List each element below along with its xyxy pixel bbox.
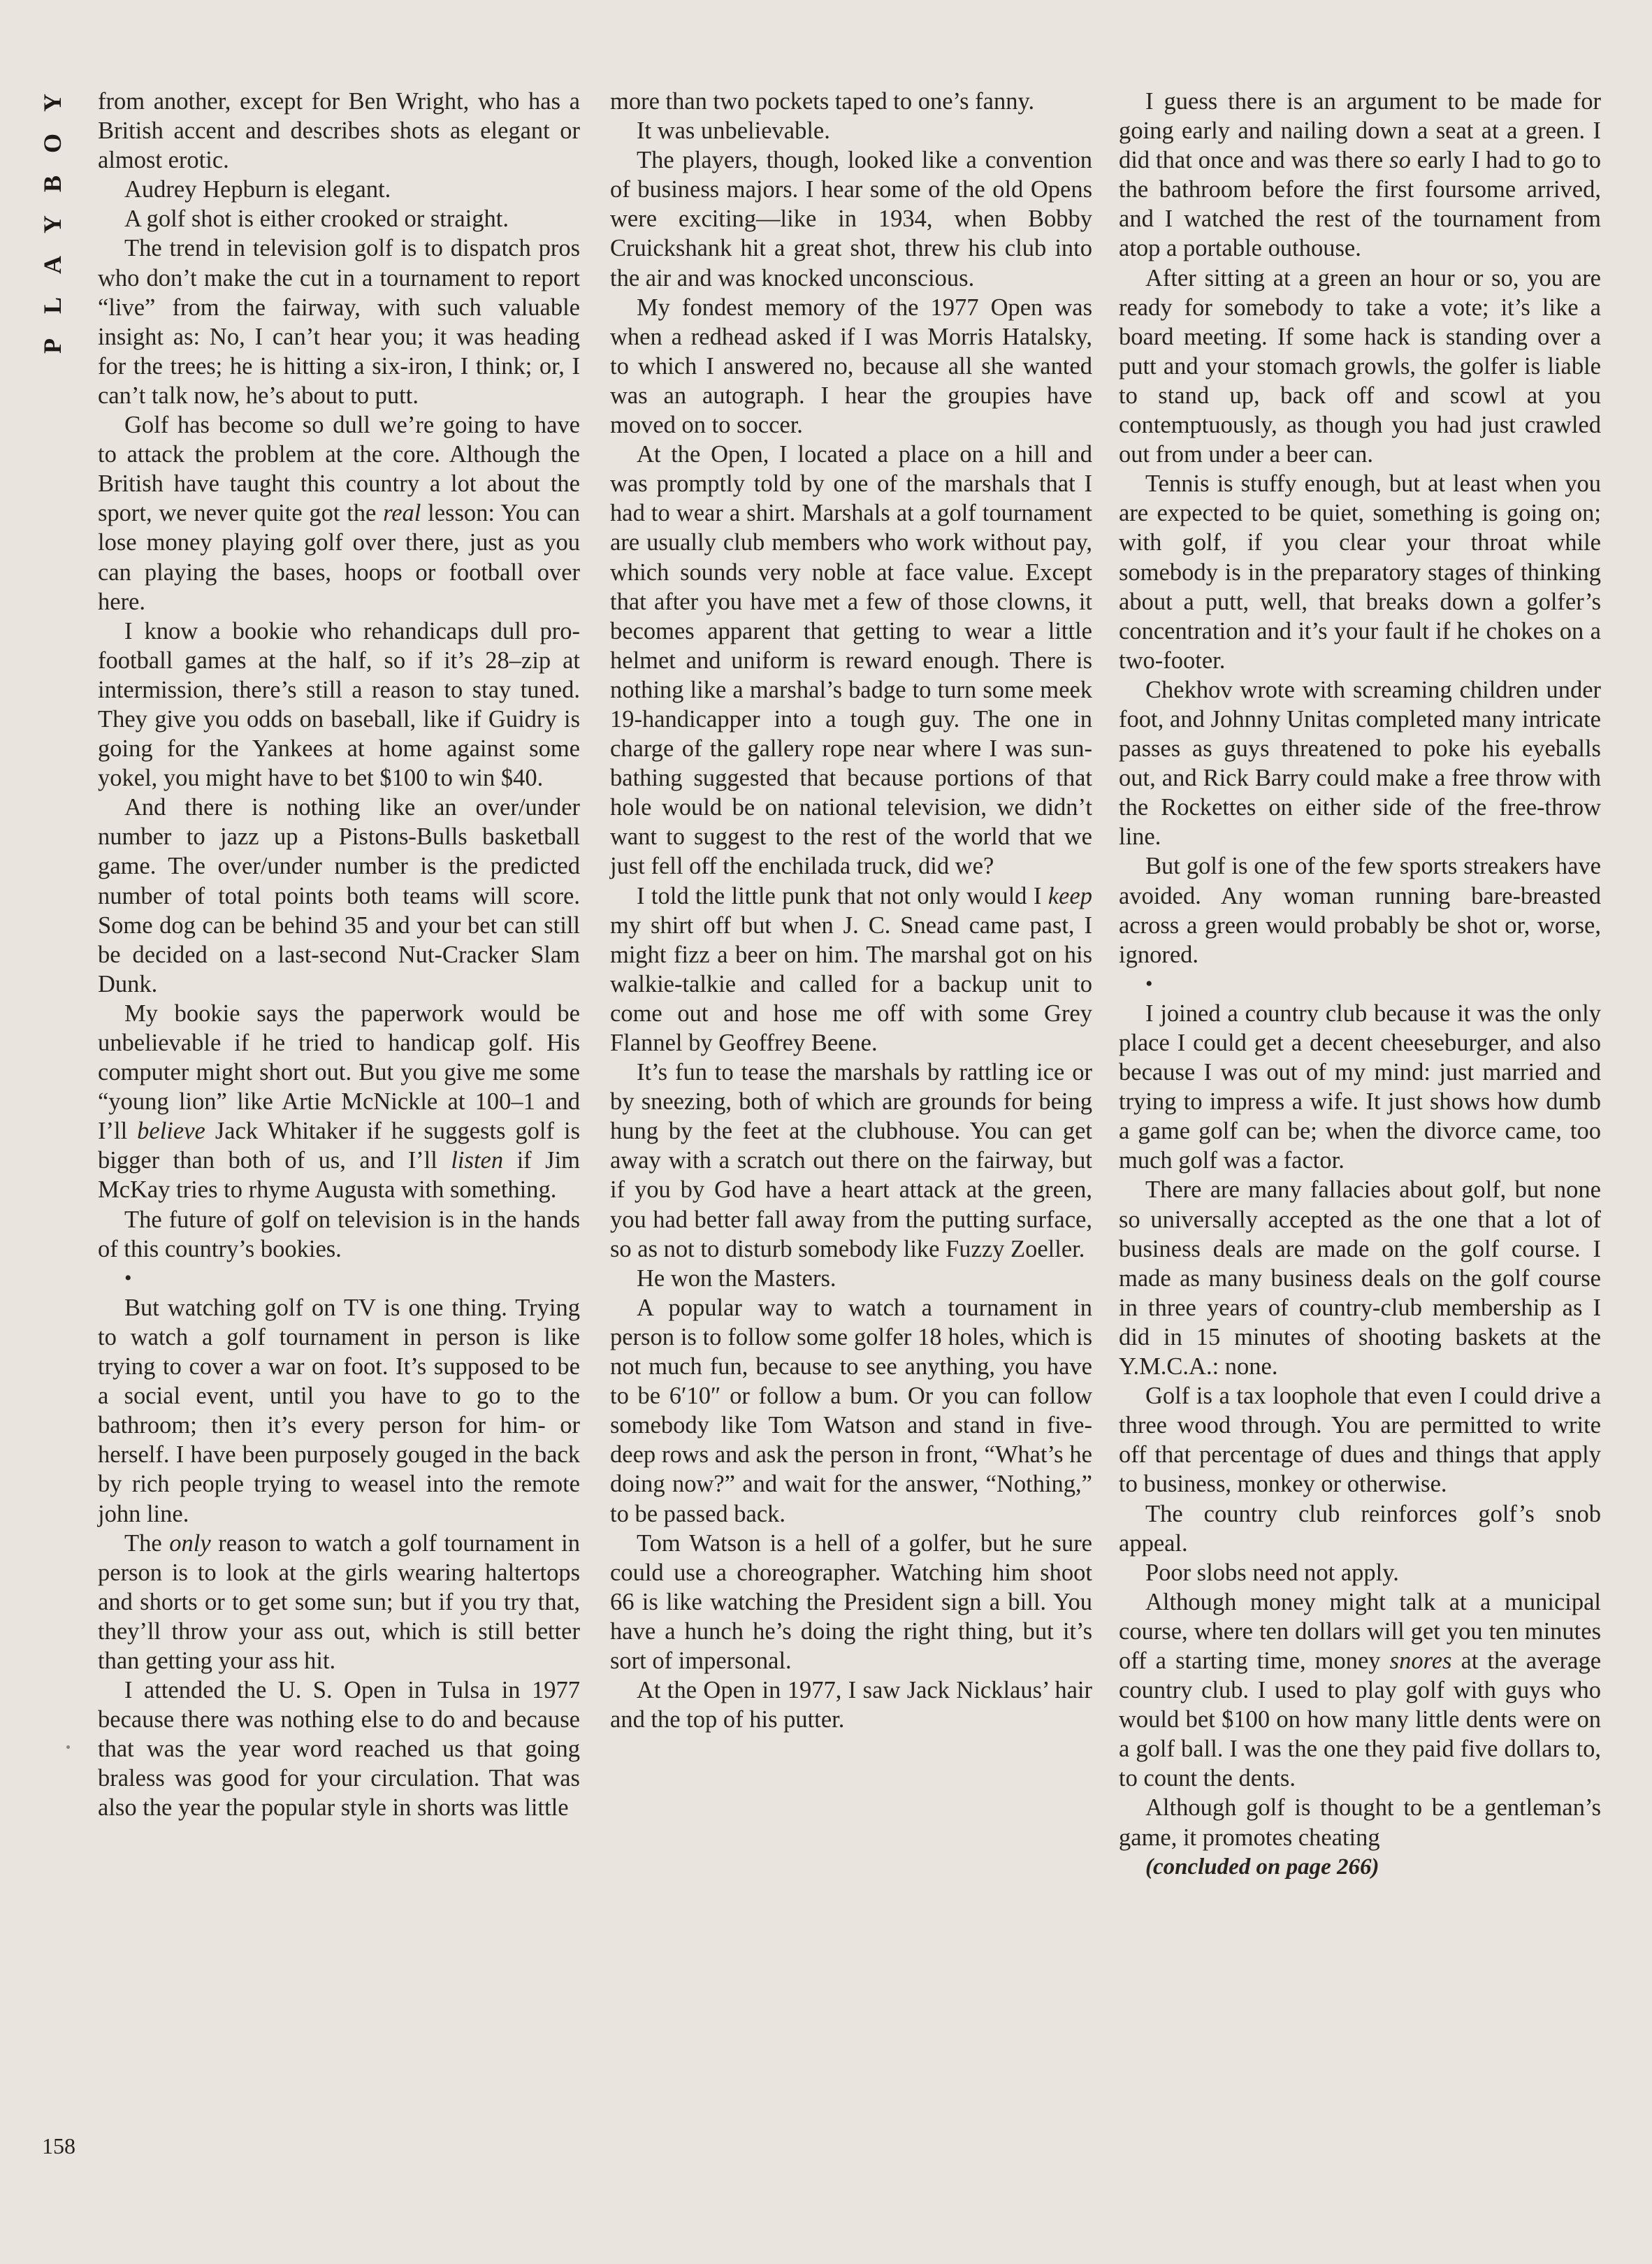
paragraph: There are many fallacies about golf, but none so universally accepted as the one that a lot of business deals are made on the golf course. I made as many business deals on the golf course in three years of country-club membership as I did in 15 minutes of shooting baskets at the Y.M.C.A.: none. [1119, 1176, 1601, 1380]
emphasis: snores [1389, 1647, 1452, 1674]
paragraph: At the Open in 1977, I saw Jack Nicklaus’ hair and the top of his putter. [610, 1677, 1092, 1733]
side-title-letter: P [38, 338, 66, 354]
text-run: Golf has become so dull we’re going to have to attack the problem at the core. Although the British have taught this country a lot about the sport, we never quite got the [98, 412, 580, 527]
paragraph: It’s fun to tease the marshals by rattling ice or by sneezing, both of which are grounds for being hung by the feet at the clubhouse. You can get away with a scratch out there on the fairway, but if you by God have a heart attack at the green, you had better fall away from the putting surface, so as not to disturb somebody like Fuzzy Zoeller. [610, 1059, 1092, 1262]
text-run: early I had to go to the bathroom before the first foursome arrived, and I watched the rest of the tournament from atop a portable outhouse. [1119, 147, 1602, 262]
paragraph: He won the Masters. [637, 1264, 836, 1292]
paragraph: Although golf is thought to be a gentleman’s game, it promotes cheating [1119, 1794, 1601, 1851]
side-title-letter: O [38, 133, 66, 154]
emphasis: real [383, 500, 421, 527]
paragraph: I joined a country club because it was the only place I could get a decent cheeseburger, and also because I was out of my mind: just married and trying to impress a wife. It just shows how dumb a game golf can be; when the divorce came, too much golf was a factor. [1119, 1000, 1601, 1174]
emphasis: only [169, 1529, 211, 1557]
side-title-letter: A [38, 256, 66, 274]
emphasis: keep [1048, 882, 1092, 909]
paragraph [1119, 87, 1601, 264]
paragraph: At the Open, I located a place on a hill and was promptly told by one of the marshals that I had to wear a shirt. Marshals at a golf tournament are usually club members who work without pay, which sounds very noble at face value. Except that after you have met a few of those clowns, it becomes apparent that getting to wear a little helmet and uniform is reward enough. There is nothing like a marshal’s badge to turn some meek 19-handicapper into a tough guy. The one in charge of the gallery rope near where I was sun-bathing suggested that because portions of that hole would be on national television, we didn’t want to suggest to the rest of the world that we just fell off the enchilada truck, did we? [610, 441, 1092, 880]
text-run: reason to watch a golf tournament in person is to look at the girls wearing haltertops and shorts or to get some sun; but if you try that, they’ll throw your ass out, which is still better than getting your ass hit. [98, 1529, 581, 1674]
section-break-bullet: • [1145, 972, 1153, 995]
article-column-1 [98, 87, 580, 1823]
paragraph: I attended the U. S. Open in Tulsa in 1977 because there was nothing else to do and because that was the year word reached us that going braless was good for your circulation. That was also the year the popular style in shorts was little [98, 1677, 580, 1822]
paragraph: I know a bookie who rehandicaps dull pro-football games at the half, so if it’s 28–zip at intermission, there’s still a reason to stay tuned. They give you odds on baseball, like if Guidry is going for the Yankees at home against some yokel, you might have to bet $100 to win $40. [98, 617, 580, 792]
paragraph: more than two pockets taped to one’s fanny. [610, 88, 1035, 115]
paragraph: A popular way to watch a tournament in person is to follow some golfer 18 holes, which is not much fun, because to see anything, you have to be 6′10″ or follow a bum. Or you can follow somebody like Tom Watson and stand in five-deep rows and ask the person in front, “What’s he doing now?” and wait for the answer, “Nothing,” to be passed back. [610, 1294, 1092, 1527]
paragraph: Poor slobs need not apply. [1145, 1559, 1399, 1586]
side-title-letter: B [38, 175, 66, 193]
paragraph: The players, though, looked like a convention of business majors. I hear some of the old Opens were exciting—like in 1934, when Bobby Cruickshank hit a great shot, threw his club into the air and was knocked unconscious. [610, 147, 1092, 291]
print-speck [66, 1745, 70, 1749]
article-column-3 [1119, 87, 1601, 1882]
paragraph: My fondest memory of the 1977 Open was when a redhead asked if I was Morris Hatalsky, to which I answered no, because all she wanted was an autograph. I hear the groupies have moved on to soccer. [610, 294, 1092, 439]
paragraph: But golf is one of the few sports streakers have avoided. Any woman running bare-breasted across a green would probably be shot or, worse, ignored. [1119, 853, 1601, 968]
text-run: I guess there is an argument to be made for going early and nailing down a seat at a green. I did that once and was there [1119, 88, 1601, 174]
paragraph: Tennis is stuffy enough, but at least when you are expected to be quiet, something is going on; with golf, if you clear your throat while somebody is in the preparatory stages of thinking about a putt, well, that breaks down a golfer’s concentration and it’s your fault if he chokes on a two-footer. [1119, 470, 1601, 674]
paragraph [98, 1529, 580, 1675]
text-run: my shirt off but when J. C. Snead came past, I might fizz a beer on him. The marshal got on his walkie-talkie and called for a backup unit to come out and hose me off with some Grey Flannel by Geoffrey Beene. [610, 911, 1092, 1056]
paragraph: Chekhov wrote with screaming children under foot, and Johnny Unitas completed many intricate passes as guys threatened to poke his eyeballs out, and Rick Barry could make a free throw with the Rockettes on either side of the free-throw line. [1119, 676, 1601, 851]
paragraph: Golf is a tax loophole that even I could drive a three wood through. You are permitted to write off that percentage of dues and things that apply to business, monkey or otherwise. [1119, 1383, 1601, 1498]
text-run: if Jim McKay tries to rhyme Augusta with something. [98, 1147, 581, 1204]
text-run: Jack Whitaker if he suggests golf is bigger than both of us, and I’ll [98, 1118, 580, 1174]
paragraph: from another, except for Ben Wright, who has a British accent and describes shots as elegant or almost erotic. [98, 88, 580, 174]
paragraph [98, 410, 580, 617]
text-run: at the average country club. I used to play golf with guys who would bet $100 on how many little dents were on a golf ball. I was the one they paid five dollars to, to count the dents. [1119, 1647, 1602, 1792]
text-run: lesson: You can lose money playing golf over there, just as you can playing the bases, hoops or football over here. [98, 500, 580, 615]
paragraph [610, 881, 1092, 1058]
paragraph: After sitting at a green an hour or so, you are ready for somebody to take a vote; it’s like a board meeting. If some hack is standing over a putt and your stomach growls, the golfer is liable to stand up, back off and scowl at you contemptuously, as though you had just crawled out from under a beer can. [1119, 264, 1601, 468]
paragraph: The trend in television golf is to dispatch pros who don’t make the cut in a tournament to report “live” from the fairway, with such valuable insight as: No, I can’t hear you; it was heading for the trees; he is hitting a six-iron, I think; or, I can’t talk now, he’s about to putt. [98, 235, 580, 409]
paragraph: A golf shot is either crooked or straight. [124, 206, 509, 233]
text-run: My bookie says the paperwork would be unbelievable if he tried to handicap golf. His computer might short out. But you give me some “young lion” like Artie McNickle at 100–1 and I’ll [98, 1000, 580, 1145]
paragraph: And there is nothing like an over/under number to jazz up a Pistons-Bulls basketball game. The over/under number is the predicted number of total points both teams will score. Some dog can be behind 35 and your bet can still be decided on a last-second Nut-Cracker Slam Dunk. [98, 794, 580, 997]
magazine-side-title [38, 82, 66, 366]
paragraph [1119, 1587, 1601, 1794]
paragraph: Tom Watson is a hell of a golfer, but he sure could use a choreographer. Watching him shoot 66 is like watching the President sign a bill. You have a hunch he’s doing the right thing, but it’s sort of impersonal. [610, 1529, 1092, 1674]
article-column-2 [610, 87, 1092, 1734]
emphasis: so [1389, 147, 1411, 174]
text-run: Although money might talk at a municipal course, where ten dollars will get you ten minutes off a starting time, money [1119, 1588, 1601, 1674]
paragraph: It was unbelievable. [637, 117, 830, 145]
text-run: I told the little punk that not only would I [637, 882, 1042, 909]
side-title-letter: L [38, 296, 66, 315]
emphasis: listen [451, 1147, 504, 1174]
paragraph [98, 999, 580, 1205]
section-break-bullet: • [124, 1266, 132, 1290]
page-number: 158 [42, 2133, 75, 2158]
side-title-letter: Y [38, 215, 66, 233]
paragraph: Audrey Hepburn is elegant. [124, 176, 391, 203]
text-run: The [124, 1529, 162, 1557]
paragraph: The future of golf on television is in the hands of this country’s bookies. [98, 1206, 580, 1262]
continuation-note: (concluded on page 266) [1145, 1854, 1379, 1880]
side-title-letter: Y [38, 94, 66, 112]
emphasis: believe [137, 1118, 205, 1145]
paragraph: But watching golf on TV is one thing. Trying to watch a golf tournament in person is like trying to cover a war on foot. It’s supposed to be a social event, until you have to go to the bathroom; then it’s every person for him- or herself. I have been purposely gouged in the back by rich people trying to weasel into the remote john line. [98, 1294, 580, 1527]
paragraph: The country club reinforces golf’s snob appeal. [1119, 1500, 1601, 1557]
